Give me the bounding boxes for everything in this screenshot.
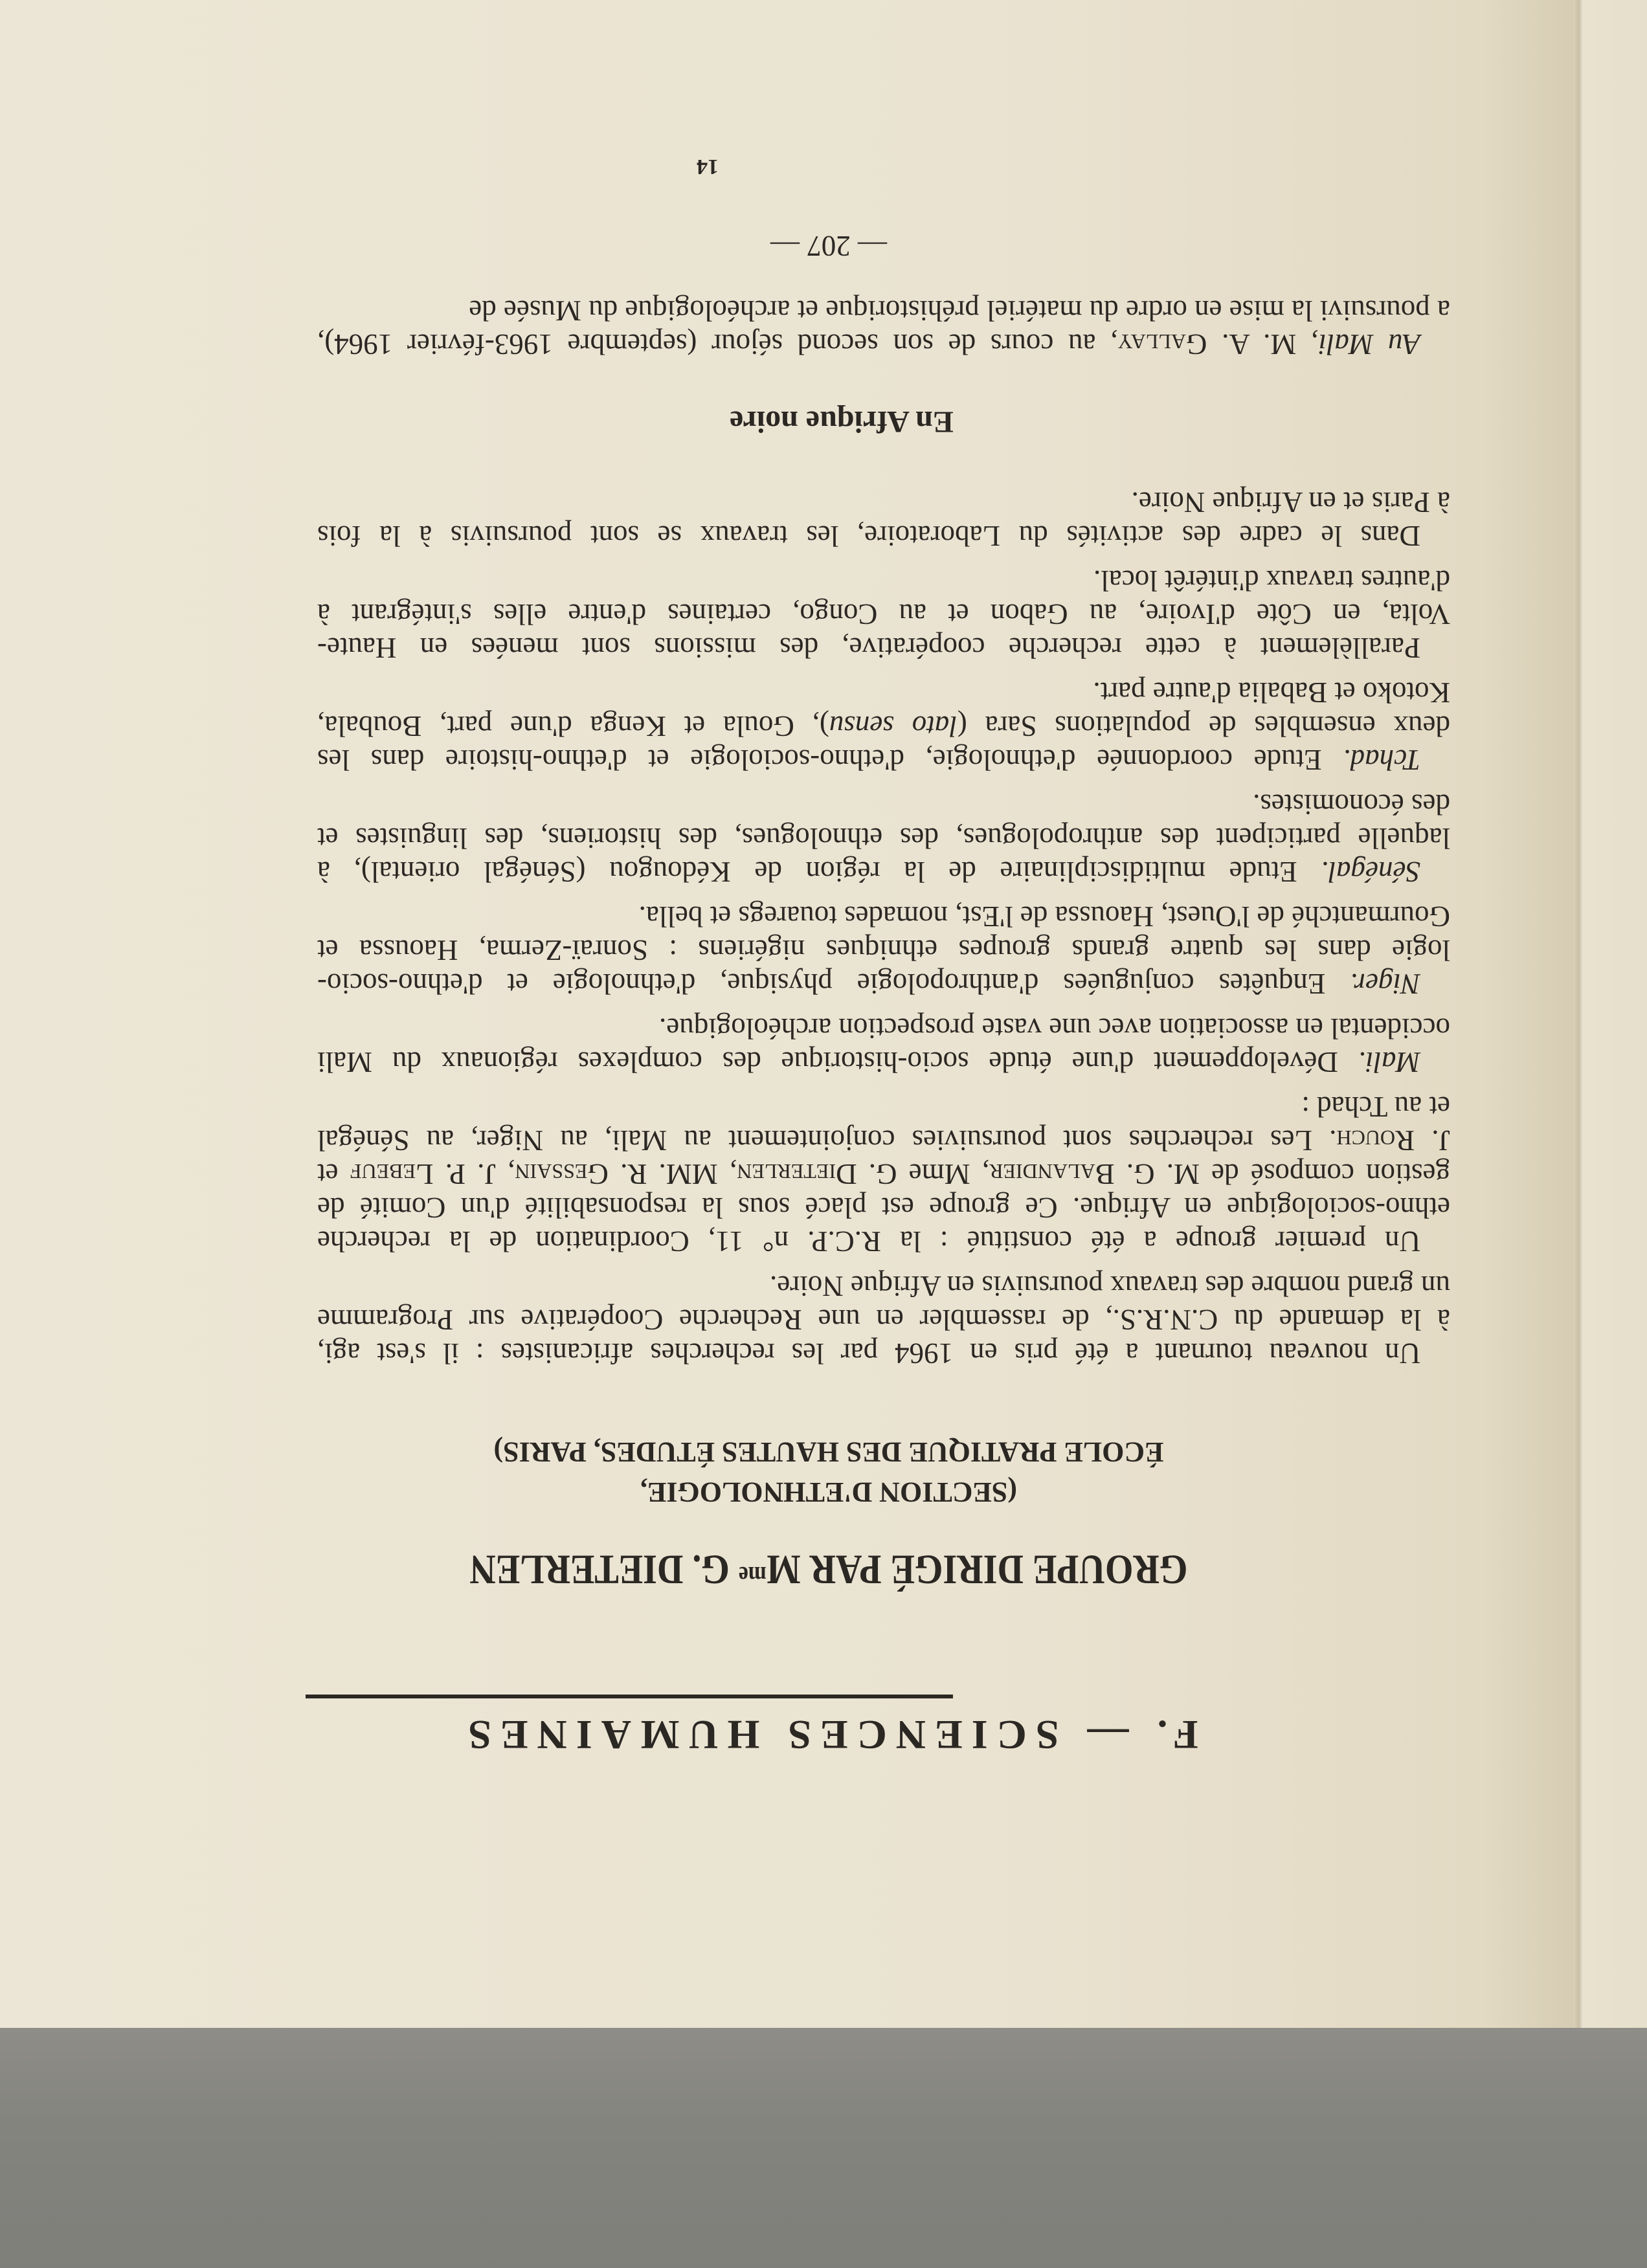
- text-line: [317, 933, 1450, 967]
- text-line: [317, 1337, 1450, 1370]
- subtitle-section: (SECTION D'ETHNOLOGIE,: [640, 1476, 1017, 1508]
- text-segment: a poursuivi la mise en ordre du matériel préhistorique et archéologique du Musée de: [469, 295, 1450, 327]
- small-caps-name: Dieterlen: [737, 1158, 857, 1190]
- text-line: [317, 709, 1450, 743]
- text-segment: , J. P.: [433, 1158, 515, 1190]
- text-segment: Un nouveau tournant a été pris en 1964 par les recherches africanistes : il s'est agi,: [317, 1337, 1420, 1370]
- text-line: [317, 1225, 1450, 1258]
- text-segment: J.: [1415, 1124, 1450, 1157]
- small-caps-name: Gessain: [515, 1158, 609, 1190]
- group-heading-text: GROUPE DIRIGÉ PAR M: [766, 1546, 1188, 1593]
- text-segment: Gourmantché de l'Ouest, Haoussa de l'Est, nomades touaregs et bella.: [638, 900, 1450, 933]
- paragraph: [317, 1012, 1450, 1079]
- text-segment: gestion composé de M. G.: [1114, 1158, 1450, 1190]
- text-segment: logie dans les quatre grands groupes ethniques nigériens : Sonraï-Zerma, Haoussa et: [317, 934, 1450, 966]
- text-line: [317, 1045, 1450, 1079]
- page-number: — 207 —: [770, 230, 887, 262]
- text-segment: d'autres travaux d'intérêt local.: [1093, 564, 1450, 597]
- heading-rule: [306, 1695, 953, 1698]
- text-line: [317, 328, 1450, 361]
- small-caps-name: Lebeuf: [350, 1158, 434, 1190]
- text-segment: deux ensembles de populations Sara (: [957, 710, 1450, 742]
- text-segment: et au Tchad :: [1301, 1091, 1450, 1123]
- text-segment: Kotoko et Babalia d'autre part.: [1093, 676, 1450, 709]
- body-text: [317, 474, 1450, 1370]
- text-line: [317, 676, 1450, 709]
- text-line: [317, 788, 1450, 821]
- subtitle-school: ÉCOLE PRATIQUE DES HAUTES ÉTUDES, PARIS): [493, 1436, 1164, 1468]
- text-line: [317, 1303, 1450, 1337]
- small-caps-name: Rouch: [1336, 1124, 1415, 1157]
- text-segment: Développement d'une étude socio-historique des complexes régionaux du Mali: [317, 1046, 1358, 1078]
- text-line: [317, 1191, 1450, 1225]
- text-segment: M. A.: [1207, 328, 1312, 361]
- text-segment: , MM. R.: [608, 1158, 737, 1190]
- text-line: [317, 821, 1450, 855]
- text-line: [317, 1157, 1450, 1191]
- subheading-afrique-noire: En Afrique noire: [730, 405, 954, 439]
- text-segment: ethno-sociologique en Afrique. Ce groupe est placé sous la responsabilité d'un Comité de: [317, 1192, 1450, 1224]
- text-line: [317, 1012, 1450, 1045]
- text-line: [317, 564, 1450, 597]
- text-line: [317, 294, 1450, 328]
- group-heading: [317, 1548, 1450, 1595]
- paragraph: [317, 676, 1450, 777]
- text-segment: Etude coordonnée d'ethnologie, d'ethno-sociologie et d'ethno-histoire dans les: [317, 744, 1343, 776]
- text-line: [317, 519, 1450, 553]
- text-line: [317, 485, 1450, 519]
- rotated-page-content: [317, 149, 1450, 1758]
- paragraph: [317, 1269, 1450, 1370]
- small-caps-name: Balandier: [989, 1158, 1115, 1190]
- text-segment: Un premier groupe a été constitué : la R.C.P. n° 11, Coordination de la recherche: [317, 1225, 1420, 1258]
- text-segment: Volta, en Côte d'Ivoire, au Gabon et au Congo, certaines d'entre elles s'intégrant à: [317, 598, 1450, 630]
- italic-text: Niger.: [1350, 968, 1420, 1000]
- text-segment: Parallèlement à cette recherche coopérative, des missions sont menées en Haute-: [317, 632, 1420, 664]
- text-segment: Dans le cadre des activités du Laboratoire, les travaux se sont poursuivis à la fois: [317, 520, 1420, 552]
- text-segment: , Mme G.: [857, 1158, 990, 1190]
- italic-text: Mali.: [1358, 1046, 1420, 1078]
- italic-text: lato sensu: [829, 710, 958, 742]
- text-segment: Enquêtes conjuguées d'anthropologie physique, d'ethnologie et d'ethno-socio-: [317, 968, 1350, 1000]
- text-line: [317, 1269, 1450, 1303]
- italic-text: Sénégal.: [1321, 856, 1420, 888]
- text-segment: ), Goula et Kenga d'une part, Boubala,: [317, 710, 829, 742]
- text-segment: un grand nombre des travaux poursuivis en Afrique Noire.: [770, 1270, 1450, 1302]
- italic-text: Tchad.: [1343, 744, 1420, 776]
- group-heading-sup: me: [738, 1561, 767, 1589]
- text-segment: . Les recherches sont poursuivies conjointement au Mali, au Niger, au Sénégal: [317, 1124, 1337, 1157]
- text-line: [317, 597, 1450, 631]
- page-fold-shadow: [1574, 0, 1584, 2028]
- text-line: [317, 967, 1450, 1001]
- paragraph: [317, 1090, 1450, 1258]
- text-segment: des économistes.: [1253, 788, 1450, 821]
- text-line: [317, 631, 1450, 665]
- paragraph: [317, 294, 1450, 361]
- section-heading: F. — SCIENCES HUMAINES: [459, 1712, 1198, 1758]
- scanner-background: [0, 2028, 1647, 2268]
- sheet-number: 14: [697, 155, 719, 179]
- text-segment: et: [317, 1158, 350, 1190]
- paragraph: [317, 485, 1450, 553]
- text-line: [317, 1090, 1450, 1124]
- text-segment: , au cours de son second séjour (septembre 1963-février 1964),: [317, 328, 1118, 361]
- text-segment: laquelle participent des anthropologues, des ethnologues, des historiens, des linguistes et: [317, 822, 1450, 854]
- text-line: [317, 900, 1450, 933]
- mali-paragraph: [317, 283, 1450, 361]
- text-line: [317, 743, 1450, 777]
- italic-text: Au Mali,: [1311, 328, 1420, 361]
- text-line: [317, 855, 1450, 889]
- text-segment: à Paris et en Afrique Noire.: [1131, 486, 1450, 518]
- paragraph: [317, 564, 1450, 665]
- small-caps-name: Gallay: [1117, 328, 1207, 361]
- text-segment: occidental en association avec une vaste prospection archéologique.: [658, 1012, 1450, 1045]
- paragraph: [317, 900, 1450, 1001]
- text-line: [317, 1124, 1450, 1157]
- text-segment: Etude multidisciplinaire de la région de Kédougou (Sénégal oriental), à: [317, 856, 1321, 888]
- group-heading-end: G. DIETERLEN: [469, 1546, 739, 1593]
- text-segment: à la demande du C.N.R.S., de rassembler en une Recherche Coopérative sur Programme: [317, 1304, 1450, 1336]
- paragraph: [317, 788, 1450, 889]
